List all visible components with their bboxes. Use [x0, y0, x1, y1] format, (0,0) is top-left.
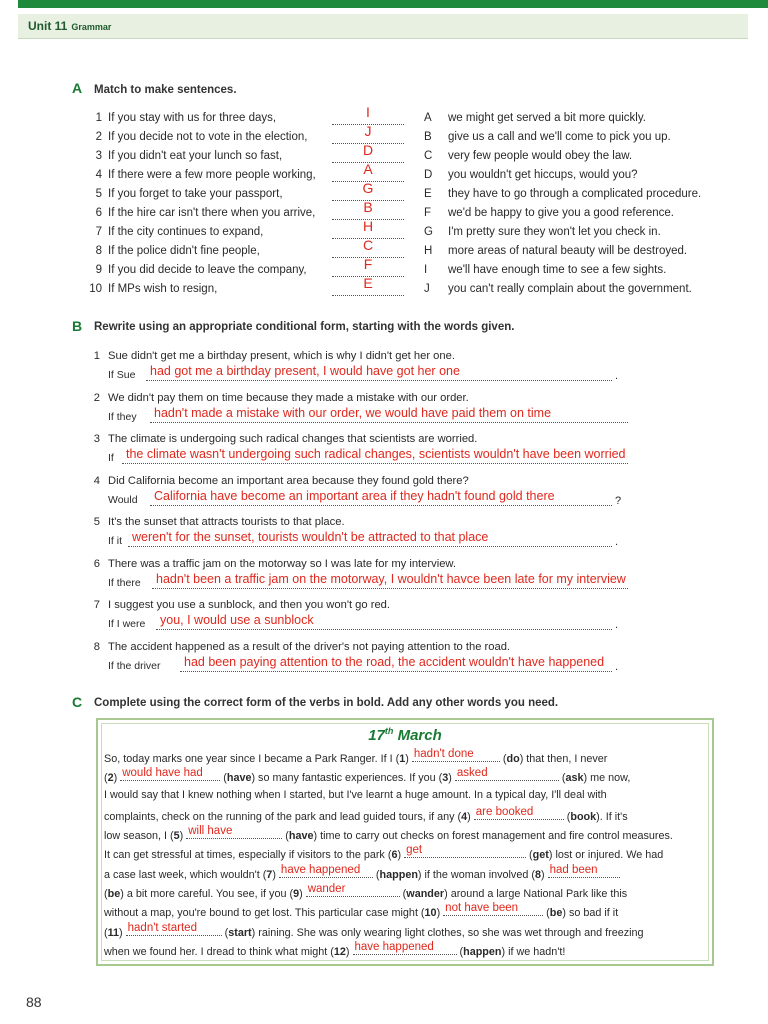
answer-gap-2[interactable]: would have had	[120, 769, 220, 781]
match-number: 10	[89, 283, 102, 295]
rewrite-answer: hadn't been a traffic jam on the motorway, I wouldn't havce been late for my interview	[156, 572, 626, 586]
rewrite-question: The climate is undergoing such radical changes that scientists are worried.	[108, 433, 478, 445]
match-number: 4	[95, 169, 102, 181]
rewrite-question: There was a traffic jam on the motorway so I was late for my interview.	[108, 558, 456, 570]
rewrite-question: Sue didn't get me a birthday present, which is why I didn't get her one.	[108, 350, 455, 362]
rewrite-lead: If Sue	[108, 369, 136, 381]
diary-line-10: (11) hadn't started (start) raining. She was only wearing light clothes, so she was wet through and freezing	[104, 922, 644, 939]
match-number: 2	[95, 131, 102, 143]
answer-gap-3[interactable]: asked	[455, 769, 559, 781]
rewrite-lead: If they	[108, 411, 137, 423]
match-answer: F	[363, 256, 373, 272]
rewrite-number: 4	[93, 475, 100, 487]
rewrite-end-punct: .	[615, 370, 619, 382]
answer-gap-1[interactable]: hadn't done	[412, 750, 500, 762]
match-number: 3	[95, 150, 102, 162]
section-a-letter: A	[72, 80, 83, 96]
option-letter: F	[424, 207, 432, 219]
rewrite-answer-line[interactable]	[146, 380, 612, 381]
rewrite-answer-line[interactable]	[150, 505, 612, 506]
answer-gap-4[interactable]: are booked	[474, 808, 564, 820]
match-clause: If you decide not to vote in the election,	[108, 131, 308, 143]
rewrite-question: We didn't pay them on time because they made a mistake with our order.	[108, 392, 469, 404]
section-a-title: Match to make sentences.	[94, 84, 237, 96]
rewrite-number: 5	[93, 516, 100, 528]
diary-line-9: without a map, you're bound to get lost. This particular case might (10) not have been (be) so bad if it	[104, 902, 619, 919]
match-answer: A	[363, 161, 373, 177]
diary-line-11: when we found her. I dread to think what might (12) have happened (happen) if we hadn't!	[104, 941, 566, 958]
diary-line-3: I would say that I knew nothing when I started, but I've learnt a huge amount. In a typical day, I'll deal with	[104, 789, 607, 801]
rewrite-answer-line[interactable]	[152, 588, 628, 589]
option-letter: D	[424, 169, 433, 181]
option-letter: G	[424, 226, 433, 238]
match-answer: D	[362, 142, 374, 158]
match-number: 6	[95, 207, 102, 219]
option-text: more areas of natural beauty will be destroyed.	[448, 245, 688, 257]
unit-title	[28, 19, 111, 33]
rewrite-question: Did California become an important area because they found gold there?	[108, 475, 469, 487]
diary-line-6: It can get stressful at times, especially if visitors to the park (6) get (get) lost or injured. We had	[104, 844, 664, 861]
option-text: they have to go through a complicated procedure.	[448, 188, 702, 200]
match-clause: If you did decide to leave the company,	[108, 264, 307, 276]
rewrite-answer-line[interactable]	[122, 463, 628, 464]
section-b-title: Rewrite using an appropriate conditional form, starting with the words given.	[94, 321, 515, 333]
rewrite-number: 7	[93, 599, 100, 611]
option-text: you wouldn't get hiccups, would you?	[448, 169, 638, 181]
unit-header	[18, 14, 748, 39]
match-number: 8	[95, 245, 102, 257]
option-letter: C	[424, 150, 433, 162]
match-answer: H	[362, 218, 374, 234]
answer-gap-10[interactable]: not have been	[443, 904, 543, 916]
answer-gap-7[interactable]: have happened	[279, 866, 373, 878]
answer-gap-11[interactable]: hadn't started	[126, 924, 222, 936]
unit-label: Unit 11	[28, 19, 68, 33]
rewrite-number: 2	[93, 392, 100, 404]
diary-line-2: (2) would have had (have) so many fantastic experiences. If you (3) asked (ask) me now,	[104, 767, 631, 784]
rewrite-answer: had got me a birthday present, I would have got her one	[150, 364, 460, 378]
rewrite-lead: If there	[108, 577, 141, 589]
answer-gap-5[interactable]: will have	[186, 827, 282, 839]
rewrite-answer-line[interactable]	[128, 546, 612, 547]
match-clause: If MPs wish to resign,	[108, 283, 218, 295]
rewrite-end-punct: .	[615, 536, 619, 548]
rewrite-lead: Would	[108, 494, 138, 506]
match-answer: C	[362, 237, 374, 253]
option-text: we might get served a bit more quickly.	[448, 112, 646, 124]
option-text: very few people would obey the law.	[448, 150, 633, 162]
option-text: you can't really complain about the government.	[448, 283, 692, 295]
rewrite-lead: If	[108, 452, 114, 464]
rewrite-answer: had been paying attention to the road, the accident wouldn't have happened	[184, 655, 605, 669]
option-letter: J	[424, 283, 430, 295]
diary-heading	[98, 726, 712, 744]
match-number: 9	[95, 264, 102, 276]
rewrite-end-punct: .	[615, 661, 619, 673]
option-text: we'll have enough time to see a few sights.	[448, 264, 667, 276]
rewrite-answer: the climate wasn't undergoing such radical changes, scientists wouldn't have been worried	[126, 447, 626, 461]
match-answer: J	[364, 123, 372, 139]
answer-gap-9[interactable]: wander	[306, 885, 400, 897]
option-letter: H	[424, 245, 433, 257]
diary-line-5: low season, I (5) will have (have) time to carry out checks on forest management and fire control measures.	[104, 825, 673, 842]
match-clause: If there were a few more people working,	[108, 169, 316, 181]
option-letter: B	[424, 131, 432, 143]
rewrite-number: 3	[93, 433, 100, 445]
rewrite-answer-line[interactable]	[180, 671, 612, 672]
section-c-title: Complete using the correct form of the verbs in bold. Add any other words you need.	[94, 697, 559, 709]
match-answer: B	[363, 199, 373, 215]
rewrite-lead: If I were	[108, 618, 146, 630]
section-label: Grammar	[71, 22, 112, 32]
diary-line-8: (be) a bit more careful. You see, if you (9) wander (wander) around a large National Park like this	[104, 883, 628, 900]
answer-gap-12[interactable]: have happened	[353, 943, 457, 955]
rewrite-answer-line[interactable]	[150, 422, 628, 423]
match-clause: If you didn't eat your lunch so fast,	[108, 150, 283, 162]
diary-heading-day: 17	[368, 727, 385, 744]
match-clause: If the city continues to expand,	[108, 226, 264, 238]
match-number: 5	[95, 188, 102, 200]
match-answer: G	[362, 180, 374, 196]
match-clause: If you stay with us for three days,	[108, 112, 277, 124]
answer-gap-8[interactable]: had been	[548, 866, 620, 878]
option-text: I'm pretty sure they won't let you check in.	[448, 226, 661, 238]
rewrite-end-punct: .	[615, 619, 619, 631]
match-number: 7	[95, 226, 102, 238]
rewrite-answer-line[interactable]	[156, 629, 612, 630]
match-clause: If the hire car isn't there when you arrive,	[108, 207, 316, 219]
rewrite-number: 1	[93, 350, 100, 362]
rewrite-question: The accident happened as a result of the driver's not paying attention to the road.	[108, 641, 511, 653]
rewrite-question: It's the sunset that attracts tourists to that place.	[108, 516, 345, 528]
rewrite-question: I suggest you use a sunblock, and then you won't go red.	[108, 599, 391, 611]
section-b-letter: B	[72, 318, 83, 334]
rewrite-lead: If it	[108, 535, 123, 547]
diary-line-1: So, today marks one year since I became a Park Ranger. If I (1) hadn't done (do) that then, I never	[104, 748, 608, 765]
diary-heading-suffix: th	[384, 726, 394, 736]
match-answer: E	[363, 275, 373, 291]
option-letter: I	[424, 264, 428, 276]
rewrite-number: 6	[93, 558, 100, 570]
diary-line-4: complaints, check on the running of the park and lead guided tours, if any (4) are booked (book). If it's	[104, 806, 628, 823]
rewrite-answer: you, I would use a sunblock	[160, 613, 314, 627]
match-answer: I	[366, 104, 370, 120]
match-clause: If the police didn't fine people,	[108, 245, 260, 257]
rewrite-answer: California have become an important area if they hadn't found gold there	[154, 489, 555, 503]
rewrite-answer: weren't for the sunset, tourists wouldn't be attracted to that place	[132, 530, 489, 544]
option-text: we'd be happy to give you a good reference.	[448, 207, 674, 219]
answer-gap-6[interactable]: get	[404, 846, 526, 858]
match-row	[0, 275, 768, 302]
rewrite-lead: If the driver	[108, 660, 161, 672]
option-letter: E	[424, 188, 432, 200]
diary-line-7: a case last week, which wouldn't (7) have happened (happen) if the woman involved (8) had been	[104, 866, 620, 881]
diary-heading-month: March	[397, 727, 442, 744]
option-text: give us a call and we'll come to pick you up.	[448, 131, 671, 143]
top-green-stripe	[18, 0, 768, 8]
page-number: 88	[26, 994, 42, 1010]
rewrite-answer: hadn't made a mistake with our order, we would have paid them on time	[154, 406, 552, 420]
match-number: 1	[95, 112, 102, 124]
option-letter: A	[424, 112, 432, 124]
rewrite-end-punct: ?	[615, 495, 622, 507]
section-c-letter: C	[72, 694, 83, 710]
match-clause: If you forget to take your passport,	[108, 188, 283, 200]
rewrite-number: 8	[93, 641, 100, 653]
